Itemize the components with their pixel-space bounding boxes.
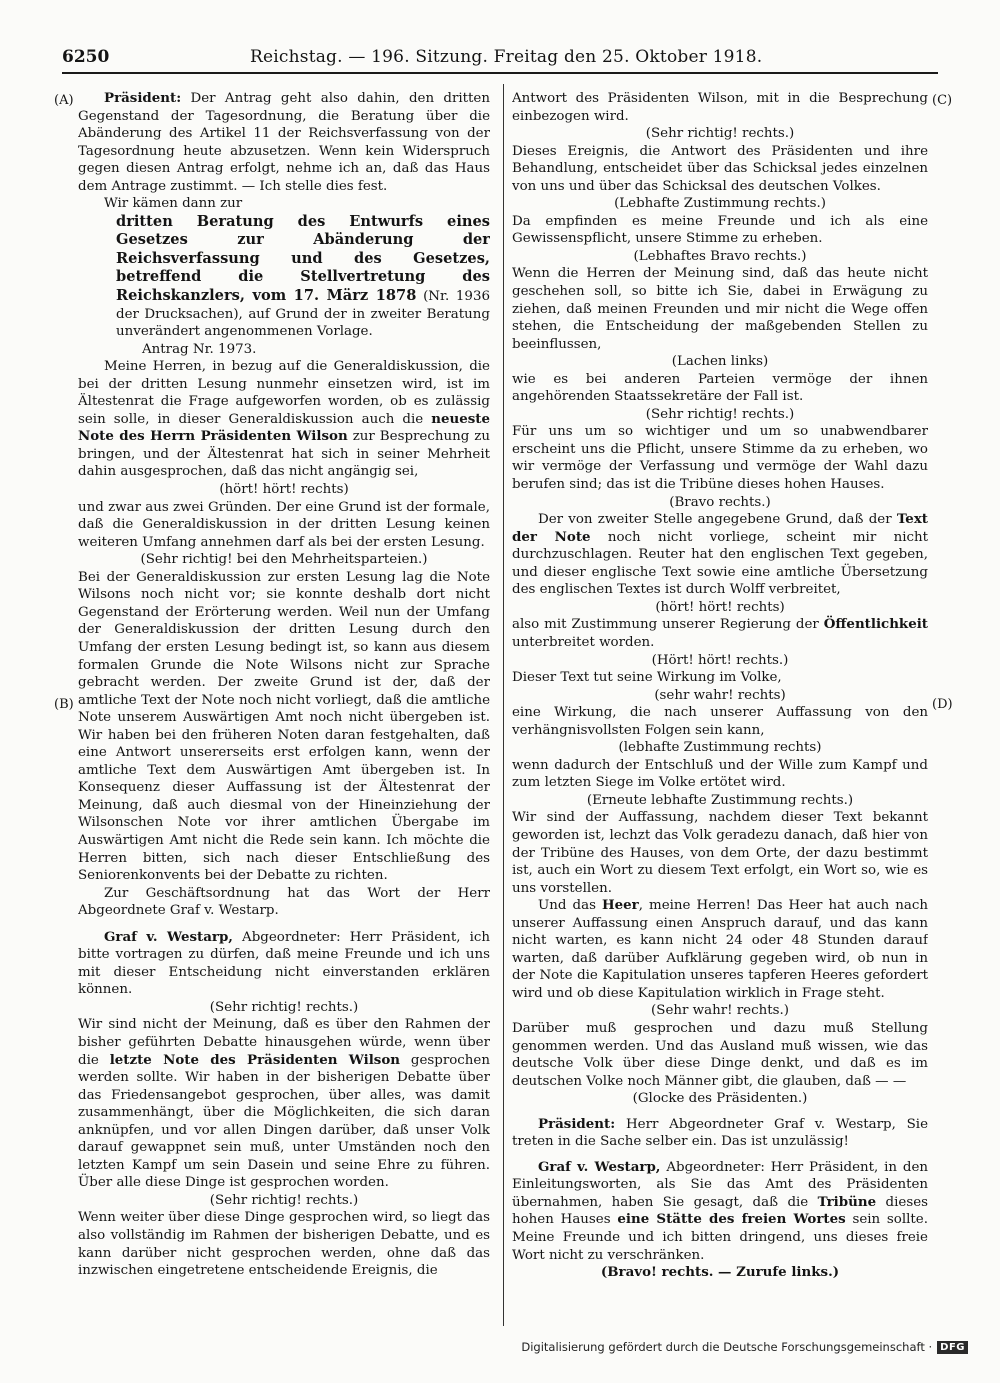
column-divider — [503, 84, 504, 1326]
paragraph — [512, 897, 928, 1002]
paragraph: Wir sind der Auffassung, nachdem dieser Text bekannt geworden ist, lechzt das Volk geradezu danach, daß hier von der Tribüne des Hauses, von dem Orte, der dazu bestimmt ist, auch ein Wort zu diesem Text erfolgt, ein Wort so, wie es uns vorstellen. — [512, 810, 928, 896]
running-title: Reichstag. — 196. Sitzung. Freitag den 25. Oktober 1918. — [250, 47, 763, 67]
paragraph — [78, 358, 490, 481]
dfg-logo: DFG — [937, 1341, 968, 1354]
text-run: gesprochen werden sollte. Wir haben in der bisherigen Debatte über das Friedensangebot gesprochen, über alles, was damit zusammenhängt, über die Möglichkeiten, die sich daran anknüpfen, und vor allen Dingen darüber, daß unser Volk darauf gewappnet sein muß, unter Umständen noch den letzten Kampf um sein Dasein und seine Ehre zu führen. Über alle diese Dinge ist gesprochen worden. — [78, 1052, 490, 1191]
emphasis: Öffentlichkeit — [823, 616, 928, 633]
emphasis: eine Stätte des freien Wortes — [617, 1211, 846, 1228]
text-run: Meine Herren, in bezug auf die Generaldiskussion, die bei der dritten Lesung nunmehr einsetzen wird, ist im Ältestenrat die Frage aufgeworfen worden, ob es zulässig sein solle, in dieser Generaldiskussion auch die — [78, 359, 490, 427]
text-run: Und das — [538, 898, 602, 914]
text-run: Der von zweiter Stelle angegebene Grund, daß der — [538, 512, 897, 528]
paragraph: Zur Geschäftsordnung hat das Wort der Herr Abgeordnete Graf v. Westarp. — [78, 885, 490, 919]
paragraph: wenn dadurch der Entschluß und der Wille zum Kampf und zum letzten Siege im Volke ertötet wird. — [512, 757, 928, 791]
paragraph: Für uns um so wichtiger und um so unabwendbarer erscheint uns die Pflicht, unsere Stimme da zu erheben, wo wir vermöge der Verfassung und vermöge der Wahl dazu berufen sind; das ist die Tribüne dieses hohen Hauses. — [512, 424, 928, 493]
text-run: Wir sind nicht der Meinung, daß es über den Rahmen der bisher geführten Debatte hinausgehen würde, wenn über die — [78, 1017, 490, 1068]
margin-mark-a: (A) — [54, 93, 74, 108]
text-run: Abgeordneter: Herr Präsident, in den Einleitungsworten, als Sie das Amt des Präsidenten übernahmen, haben Sie gesagt, daß die — [512, 1159, 928, 1210]
paragraph: eine Wirkung, die nach unserer Auffassung von den verhängnisvollsten Folgen sein kann, — [512, 705, 928, 738]
emphasis: neueste Note des Herrn Präsidenten Wilson — [78, 410, 490, 445]
interjection: (Bravo rechts.) — [669, 494, 771, 510]
agenda-motion: Antrag Nr. 1973. — [142, 341, 257, 357]
paragraph: Antwort des Präsidenten Wilson, mit in die Besprechung einbezogen wird. — [512, 91, 928, 124]
agenda-item — [116, 213, 490, 358]
paragraph — [78, 929, 490, 999]
interjection: (Sehr richtig! bei den Mehrheitsparteien.) — [140, 552, 428, 568]
interjection: (Lachen links) — [671, 354, 769, 370]
text-run: unterbreitet worden. — [512, 634, 655, 650]
page-header — [62, 44, 962, 70]
interjection: (lebhafte Zustimmung rechts) — [618, 740, 822, 756]
paragraph: und zwar aus zwei Gründen. Der eine Grund ist der formale, daß die Generaldiskussion in der dritten Lesung keinen weiteren Umfang annehmen darf als bei der ersten Lesung. — [78, 499, 490, 550]
speech-text: Herr Abgeordneter Graf v. Westarp, Sie treten in die Sache selber ein. Das ist unzulässig! — [512, 1116, 928, 1150]
margin-mark-c: (C) — [932, 93, 953, 108]
paragraph — [512, 1159, 928, 1264]
paragraph: Da empfinden es meine Freunde und ich als eine Gewissenspflicht, unsere Stimme zu erheben. — [512, 213, 928, 247]
paragraph — [512, 1116, 928, 1151]
page-number: 6250 — [62, 47, 110, 67]
agenda-details: (Nr. 1936 der Drucksachen), auf Grund der in zweiter Beratung unverändert angenommenen Vorlage. — [116, 289, 490, 340]
emphasis: Text der Note — [512, 511, 928, 545]
paragraph: wie es bei anderen Parteien vermöge der ihnen angehörenden Staatssekretäre der Fall ist. — [512, 371, 928, 405]
agenda-title: dritten Beratung des Entwurfs eines Gesetzes zur Abänderung der Reichsverfassung und des Gesetzes, betreffend die Stellvertretung des Reichskanzlers, vom 17. März 1878 — [116, 212, 490, 305]
paragraph — [512, 616, 928, 651]
paragraph: Wenn weiter über diese Dinge gesprochen wird, so liegt das also vollständig im Rahmen der bisherigen Debatte, und es kann darüber nicht gesprochen werden, ohne daß das inzwischen eingetretene entscheidende Ereignis, die — [78, 1210, 490, 1279]
left-column — [78, 90, 490, 1330]
margin-mark-d: (D) — [932, 697, 953, 712]
emphasis: Tribüne — [817, 1193, 877, 1210]
interjection: (Lebhafte Zustimmung rechts.) — [614, 196, 826, 212]
paragraph — [78, 1016, 490, 1191]
text-run: dieses hohen Hauses — [512, 1194, 928, 1228]
interjection: (Lebhaftes Bravo rechts.) — [633, 248, 807, 264]
interjection: (sehr wahr! rechts) — [654, 687, 786, 703]
speech-text: Der Antrag geht also dahin, den dritten Gegenstand der Tagesordnung, die Beratung über die Abänderung des Artikel 11 der Reichsverfassung von der Tagesordnung heute abzusetzen. Wenn kein Widerspruch gegen diesen Antrag erfolgt, nehme ich an, daß das Haus dem Antrage zustimmt. — Ich stelle dies fest. — [78, 91, 490, 194]
paragraph: Dieses Ereignis, die Antwort des Präsidenten und ihre Behandlung, entscheidet über das Schicksal jedes einzelnen von uns und über das Schicksal des deutschen Volkes. — [512, 143, 928, 194]
paragraph — [512, 511, 928, 599]
speaker-name: Graf v. Westarp, — [538, 1158, 661, 1175]
interjection: (Sehr richtig! rechts.) — [209, 1192, 359, 1208]
interjection: (Sehr richtig! rechts.) — [209, 999, 359, 1015]
interjection: (Erneute lebhafte Zustimmung rechts.) — [586, 792, 854, 808]
paragraph: Bei der Generaldiskussion zur ersten Lesung lag die Note Wilsons noch nicht vor; sie konnte deshalb dort nicht Gegenstand der Erörterung werden. Weil nun der Umfang der Generaldiskussion der dritten Lesung durch den Umfang der ersten Lesung bedingt ist, so kann aus diesem formalen Grunde die Note Wilsons nicht zur Sprache gebracht werden. Der zweite Grund ist der, daß der amtliche Text der Note noch nicht vorliegt, daß die amtliche Note unserem Auswärtigen Amt noch nicht übergeben ist. Wir haben bei den früheren Noten daran festgehalten, daß eine Antwort unsererseits erst erfolgen kann, wenn der amtliche Text dem Auswärtigen Amt übergeben ist. In Konsequenz dieser Auffassung ist der Ältestenrat der Meinung, daß auch diesmal von der Hineinziehung der Wilsonschen Note vor ihrer amtlichen Übergabe im Auswärtigen Amt nicht die Rede sein kann. Ich möchte die Herren bitten, sich nach dieser Entschließung des Seniorenkonvents bei der Debatte zu richten. — [78, 569, 490, 884]
speech-text: Abgeordneter: Herr Präsident, ich bitte vortragen zu dürfen, daß meine Freunde und ich uns mit dieser Entscheidung nicht einverstanden erklären können. — [78, 929, 490, 998]
text-run: , meine Herren! Das Heer hat auch nach unserer Auffassung einen Anspruch darauf, und das kann nicht warten, es kann nicht 24 oder 48 Stunden darauf warten, daß darüber Aufklärung gegeben wird, ob nun in der Note die Kapitulation unseres tapferen Heeres gefordert wird und ob diese Kapitulation wirklich in Frage steht. — [512, 898, 928, 1001]
interjection: (hört! hört! rechts) — [655, 599, 785, 615]
right-column — [512, 90, 928, 1330]
paragraph: Wir kämen dann zur — [104, 196, 243, 212]
speaker-name: Präsident: — [538, 1115, 616, 1132]
speaker-name: Präsident: — [104, 90, 182, 106]
paragraph: Darüber muß gesprochen und dazu muß Stellung genommen werden. Und das Ausland muß wissen, wie das deutsche Volk über diese Dinge denkt, und daß es im deutschen Volke noch Männer gibt, die glauben, daß — — — [512, 1020, 928, 1089]
emphasis: letzte Note des Präsidenten Wilson — [109, 1051, 400, 1068]
paragraph: Dieser Text tut seine Wirkung im Volke, — [512, 670, 782, 686]
text-run: sein sollte. Meine Freunde und ich bitten dringend, uns dieses freie Wort nicht zu verschränken. — [512, 1212, 928, 1263]
interjection: (Hört! hört! rechts.) — [651, 652, 789, 668]
digitization-credit — [521, 1340, 968, 1354]
text-run: noch nicht vorliege, scheint mir nicht durchzuschlagen. Reuter hat den englischen Text gegeben, und dieser englische Text sowie eine amtliche Übersetzung des englischen Textes ist durch Wolff verbreitet, — [512, 529, 928, 598]
header-rule — [62, 72, 938, 74]
speaker-name: Graf v. Westarp, — [104, 928, 233, 945]
interjection: (Glocke des Präsidenten.) — [632, 1091, 808, 1107]
paragraph — [78, 90, 490, 195]
interjection: (Sehr richtig! rechts.) — [645, 406, 795, 422]
paragraph: Wenn die Herren der Meinung sind, daß das heute nicht geschehen soll, so bitte ich Sie, dabei in Erwägung zu ziehen, daß meinen Freunden und mir nicht die Wege offen stehen, die Entscheidung der maßgebenden Stellen zu beeinflussen, — [512, 266, 928, 352]
interjection: (Sehr richtig! rechts.) — [645, 126, 795, 142]
interjection: (Sehr wahr! rechts.) — [651, 1003, 789, 1019]
closing-interjection: (Bravo! rechts. — Zurufe links.) — [600, 1264, 840, 1281]
text-run: zur Besprechung zu bringen, und der Ältestenrat hat sich in seiner Mehrheit dahin ausgesprochen, daß das nicht angängig sei, — [78, 429, 490, 480]
emphasis: Heer — [601, 897, 639, 914]
interjection: (hört! hört! rechts) — [219, 482, 349, 498]
credit-text: Digitalisierung gefördert durch die Deutsche Forschungsgemeinschaft · — [521, 1340, 933, 1354]
text-run: also mit Zustimmung unserer Regierung der — [512, 617, 824, 633]
margin-mark-b: (B) — [54, 697, 74, 712]
